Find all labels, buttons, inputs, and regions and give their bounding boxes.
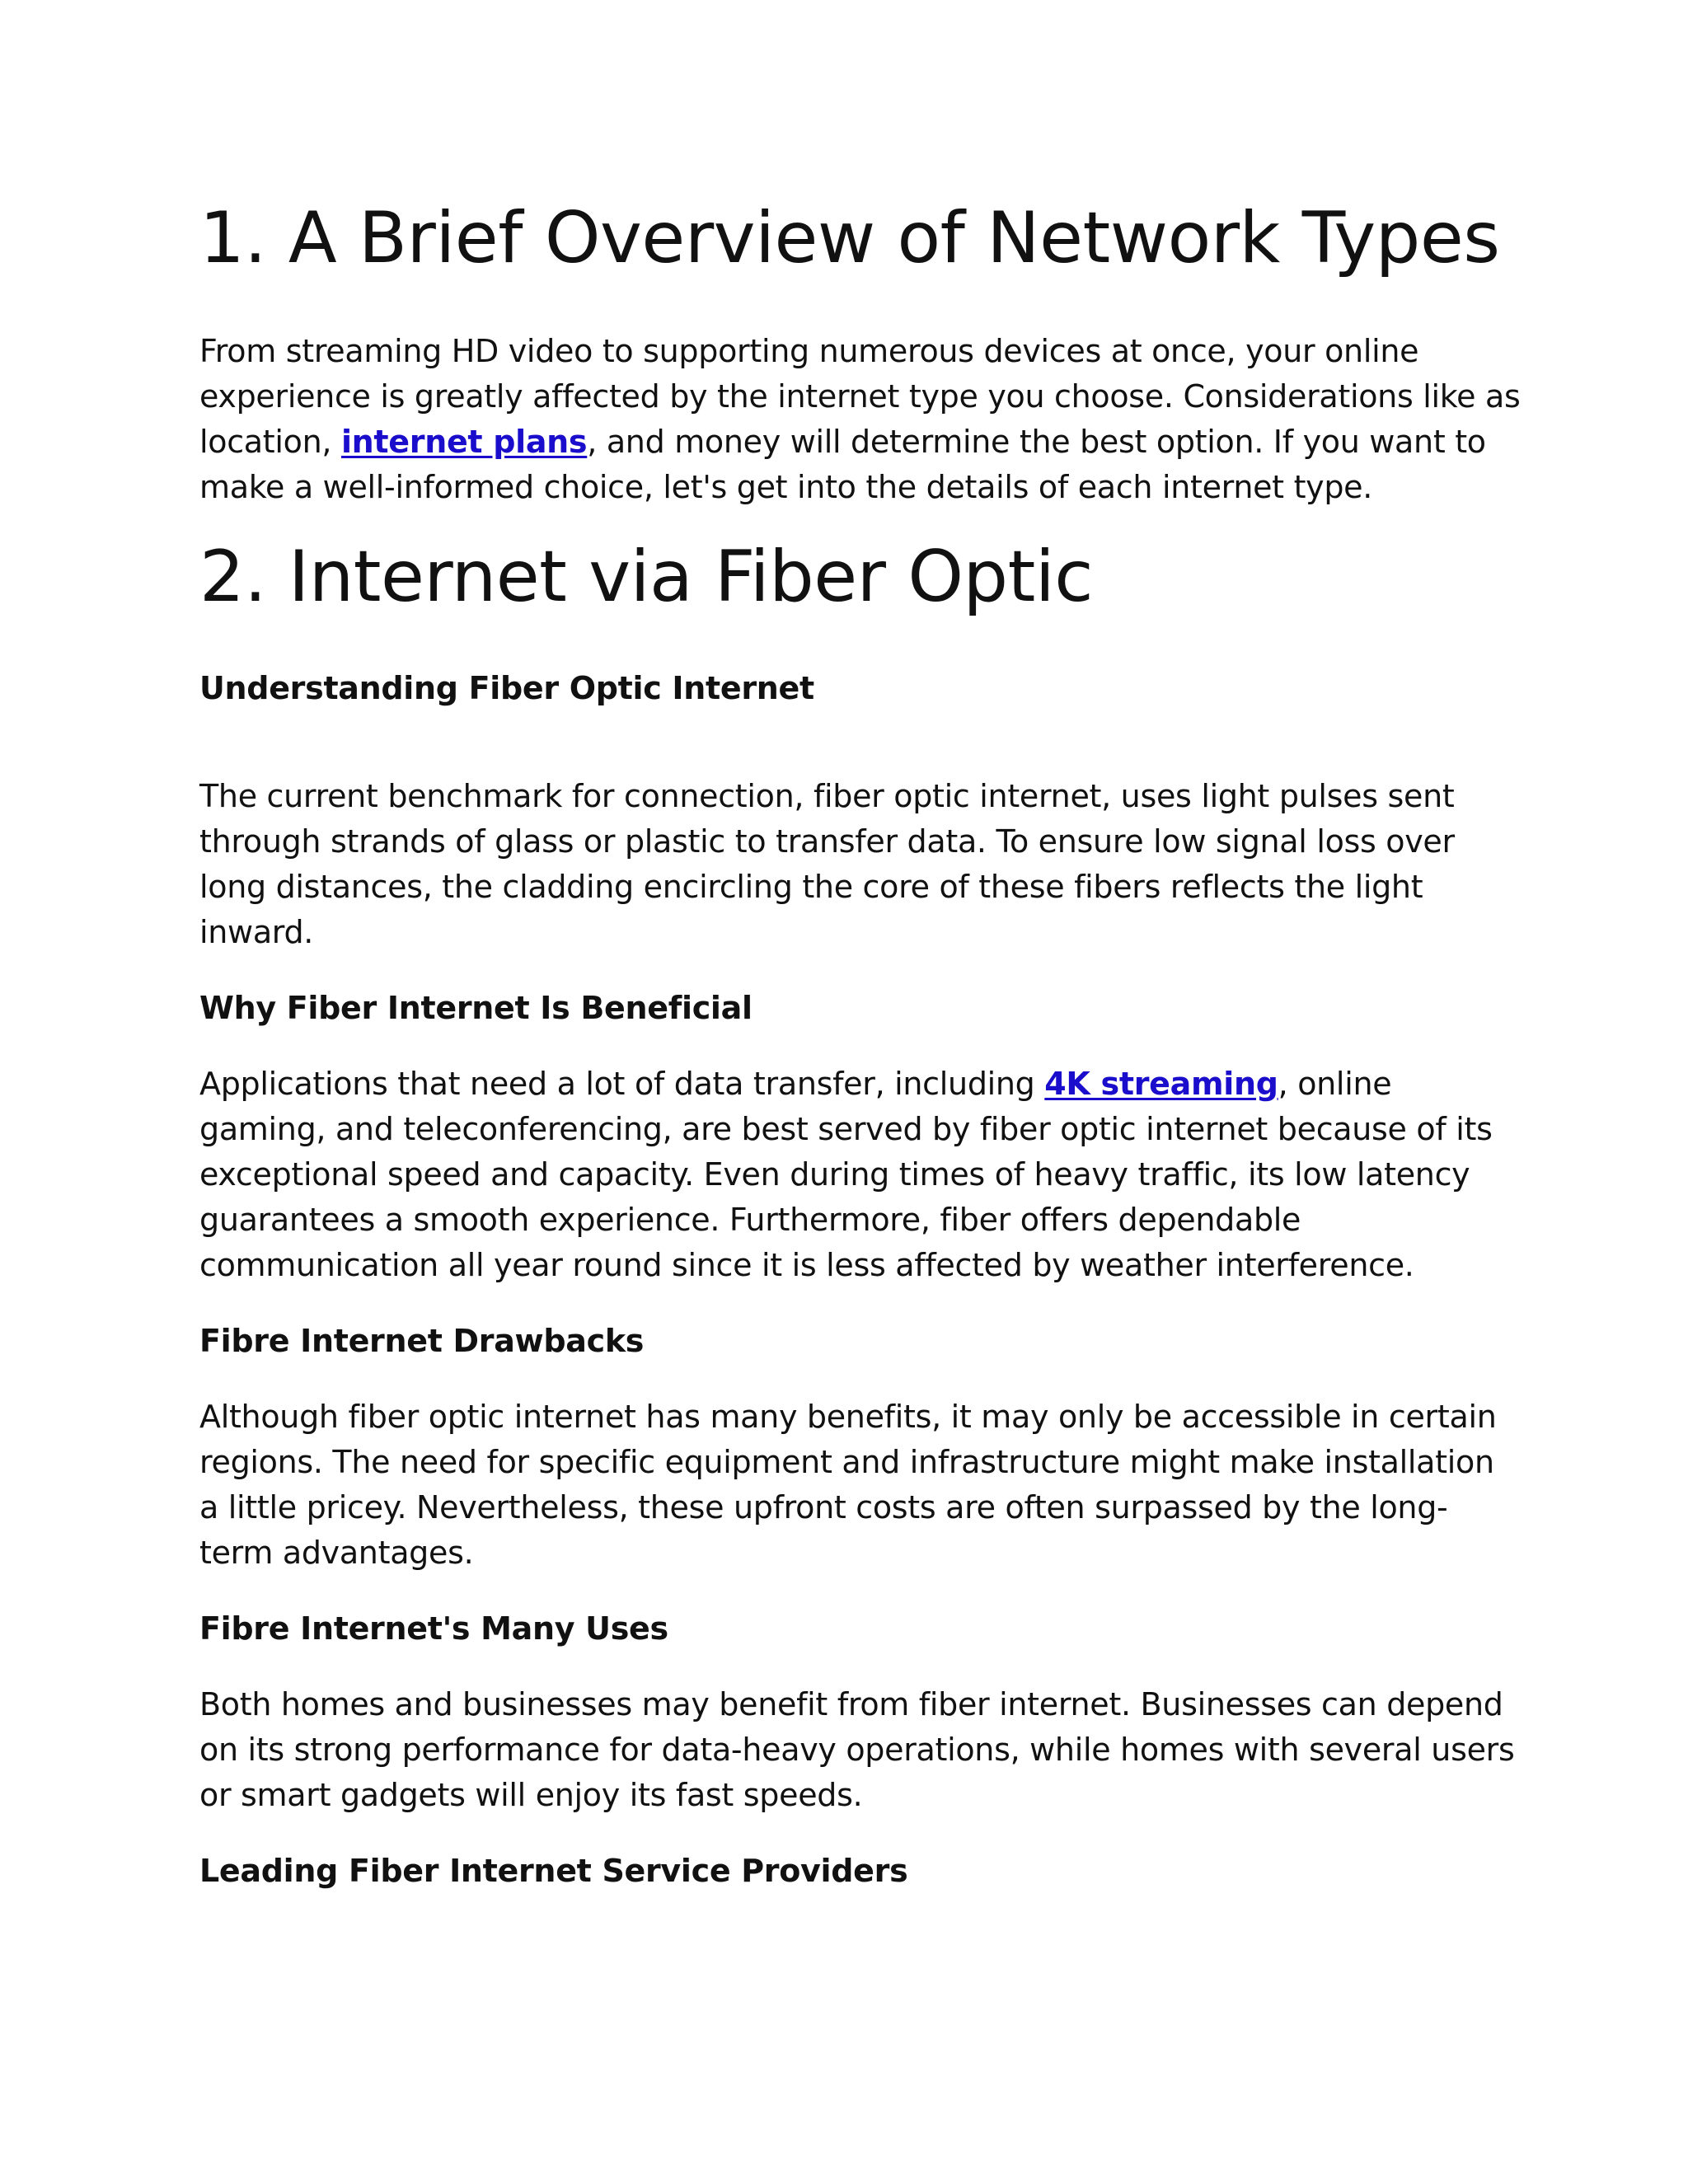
- internet-plans-link[interactable]: internet plans: [340, 423, 588, 460]
- paragraph-fiber-uses: Both homes and businesses may benefit from fiber internet. Businesses can depend on its strong performance for data-heavy operations, while homes with several users or smart gadgets will enjoy its fast speeds.: [199, 1685, 1515, 1813]
- subheading-fiber-providers: Leading Fiber Internet Service Providers: [199, 1852, 908, 1889]
- paragraph-fiber-benefits: [199, 1062, 1518, 1288]
- intro-text-after: , and money will determine the best option. If you want to make a well-informed choice, let's get into the details of each internet type.: [199, 423, 1486, 505]
- document-page: [199, 197, 1521, 1894]
- subheading-fiber-drawbacks: Fibre Internet Drawbacks: [199, 1322, 645, 1359]
- 4k-streaming-link[interactable]: 4K streaming: [1044, 1065, 1278, 1102]
- intro-paragraph: [199, 329, 1535, 510]
- intro-text-before: From streaming HD video to supporting numerous devices at once, your online experience is greatly affected by the internet type you choose. Considerations like as location,: [199, 332, 1521, 460]
- benefits-text-after: , online gaming, and teleconferencing, are best served by fiber optic internet because of its exceptional speed and capacity. Even during times of heavy traffic, its low latency guarantees a smooth experience. Furthermore, fiber offers dependable communication all year round since it is less affected by weather interference.: [199, 1065, 1493, 1283]
- subheading-understanding-fiber: Understanding Fiber Optic Internet: [199, 669, 814, 706]
- subheading-fiber-benefits: Why Fiber Internet Is Beneficial: [199, 989, 753, 1026]
- paragraph-understanding-fiber: The current benchmark for connection, fiber optic internet, uses light pulses sent through strands of glass or plastic to transfer data. To ensure low signal loss over long distances, the cladding encircling the core of these fibers reflects the light inward.: [199, 777, 1455, 950]
- benefits-text-before: Applications that need a lot of data transfer, including: [199, 1065, 1045, 1102]
- heading-fiber-optic: 2. Internet via Fiber Optic: [199, 535, 1094, 618]
- subheading-fiber-uses: Fibre Internet's Many Uses: [199, 1610, 668, 1647]
- paragraph-fiber-drawbacks: Although fiber optic internet has many benefits, it may only be accessible in certain regions. The need for specific equipment and infrastructure might make installation a little pricey. Nevertheless, these upfront costs are often surpassed by the long-term advantages.: [199, 1398, 1497, 1571]
- heading-network-types: 1. A Brief Overview of Network Types: [199, 197, 1500, 279]
